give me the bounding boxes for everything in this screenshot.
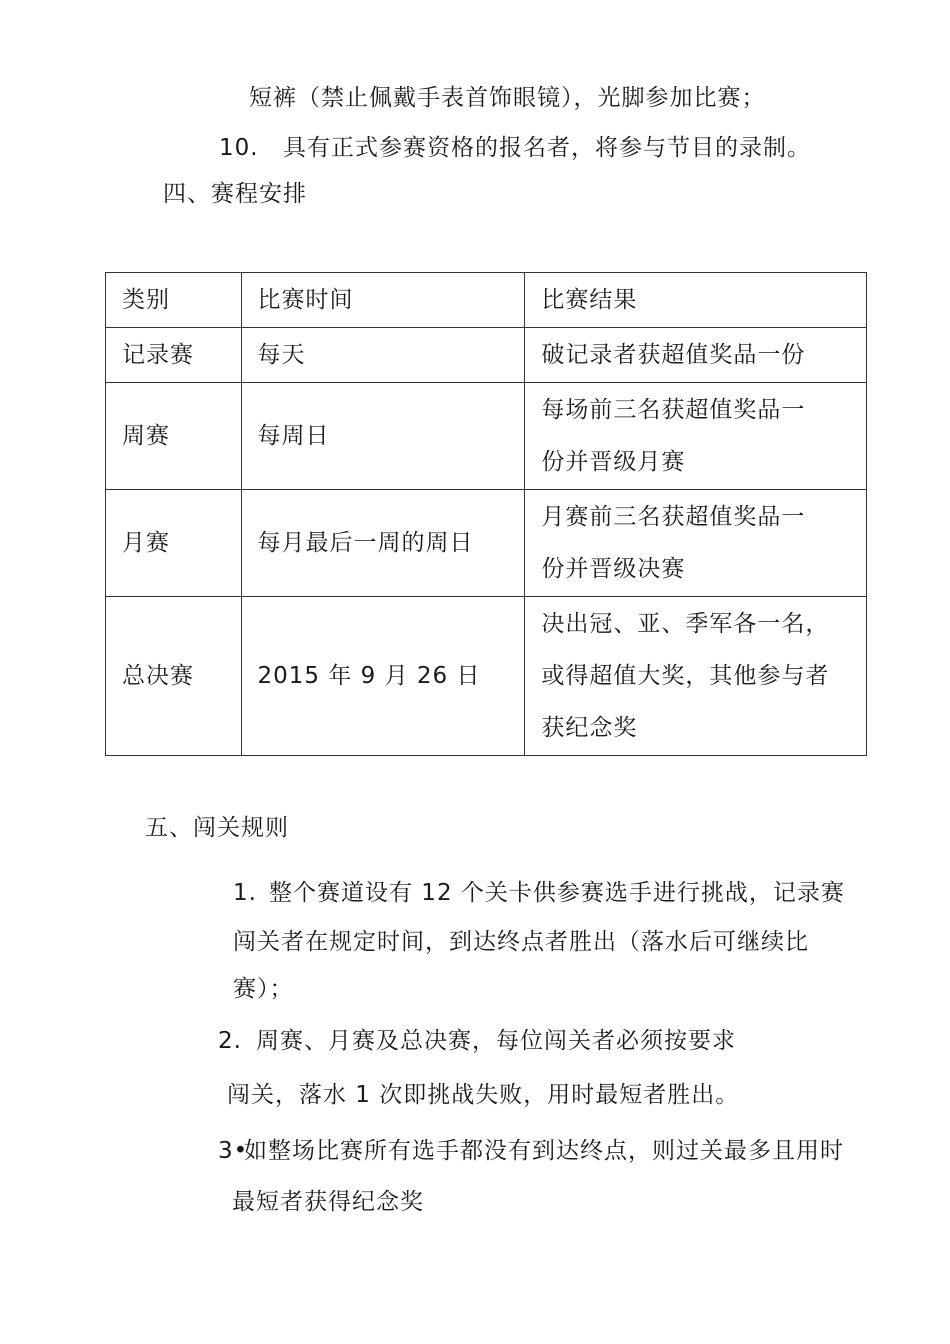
cell-result bbox=[525, 490, 867, 597]
cell-category: 总决赛 bbox=[106, 597, 242, 756]
result-line: 月赛前三名获超值奖品一 bbox=[541, 504, 806, 530]
rule-3-line-1 bbox=[218, 1135, 844, 1167]
result-line: 或得超值大奖，其他参与者 bbox=[541, 663, 830, 689]
result-line: 份并晋级月赛 bbox=[541, 449, 686, 475]
rule-number: 1. bbox=[233, 880, 257, 906]
rule-2-line-2: 闯关，落水 1 次即挑战失败，用时最短者胜出。 bbox=[227, 1082, 740, 1108]
cell-category: 记录赛 bbox=[106, 328, 242, 383]
rule-text: 如整场比赛所有选手都没有到达终点，则过关最多且用时 bbox=[244, 1138, 844, 1164]
rule-number: 2. bbox=[218, 1028, 242, 1054]
rule-text: 周赛、月赛及总决赛，每位闯关者必须按要求 bbox=[256, 1028, 736, 1054]
cell-result bbox=[525, 383, 867, 490]
section-4-heading: 四、赛程安排 bbox=[163, 181, 307, 207]
section-5-heading: 五、闯关规则 bbox=[145, 815, 289, 841]
item-number: 10. bbox=[219, 135, 259, 161]
cell-time: 每天 bbox=[241, 328, 525, 383]
intro-item-10 bbox=[219, 132, 811, 164]
header-time: 比赛时间 bbox=[241, 273, 525, 328]
header-category: 类别 bbox=[106, 273, 242, 328]
schedule-table bbox=[105, 272, 867, 756]
result-line: 获纪念奖 bbox=[541, 715, 638, 741]
result-line: 决出冠、亚、季军各一名， bbox=[541, 611, 830, 637]
table-row bbox=[106, 328, 867, 383]
item-text: 具有正式参赛资格的报名者，将参与节目的录制。 bbox=[283, 135, 811, 161]
result-line: 破记录者获超值奖品一份 bbox=[541, 342, 806, 368]
rule-1-line-1 bbox=[233, 877, 845, 909]
cell-time: 每周日 bbox=[241, 383, 525, 490]
table-row bbox=[106, 490, 867, 597]
rule-text: 整个赛道设有 12 个关卡供参赛选手进行挑战，记录赛 bbox=[269, 880, 845, 906]
header-result: 比赛结果 bbox=[525, 273, 867, 328]
rule-2-line-1 bbox=[218, 1025, 736, 1057]
cell-result bbox=[525, 597, 867, 756]
table-header-row bbox=[106, 273, 867, 328]
cell-result bbox=[525, 328, 867, 383]
rule-3-line-2: 最短者获得纪念奖 bbox=[232, 1189, 424, 1215]
cell-category: 月赛 bbox=[106, 490, 242, 597]
result-line: 份并晋级决赛 bbox=[541, 556, 686, 582]
cell-time: 每月最后一周的周日 bbox=[241, 490, 525, 597]
table-row bbox=[106, 383, 867, 490]
rule-number: 3• bbox=[218, 1138, 249, 1164]
cell-time: 2015 年 9 月 26 日 bbox=[241, 597, 525, 756]
cell-category: 周赛 bbox=[106, 383, 242, 490]
rule-1-line-2: 闯关者在规定时间，到达终点者胜出（落水后可继续比 bbox=[233, 929, 809, 955]
rule-1-line-3: 赛）； bbox=[233, 976, 294, 1002]
result-line: 每场前三名获超值奖品一 bbox=[541, 397, 806, 423]
intro-line-1: 短裤（禁止佩戴手表首饰眼镜），光脚参加比赛； bbox=[249, 85, 766, 111]
table-row bbox=[106, 597, 867, 756]
